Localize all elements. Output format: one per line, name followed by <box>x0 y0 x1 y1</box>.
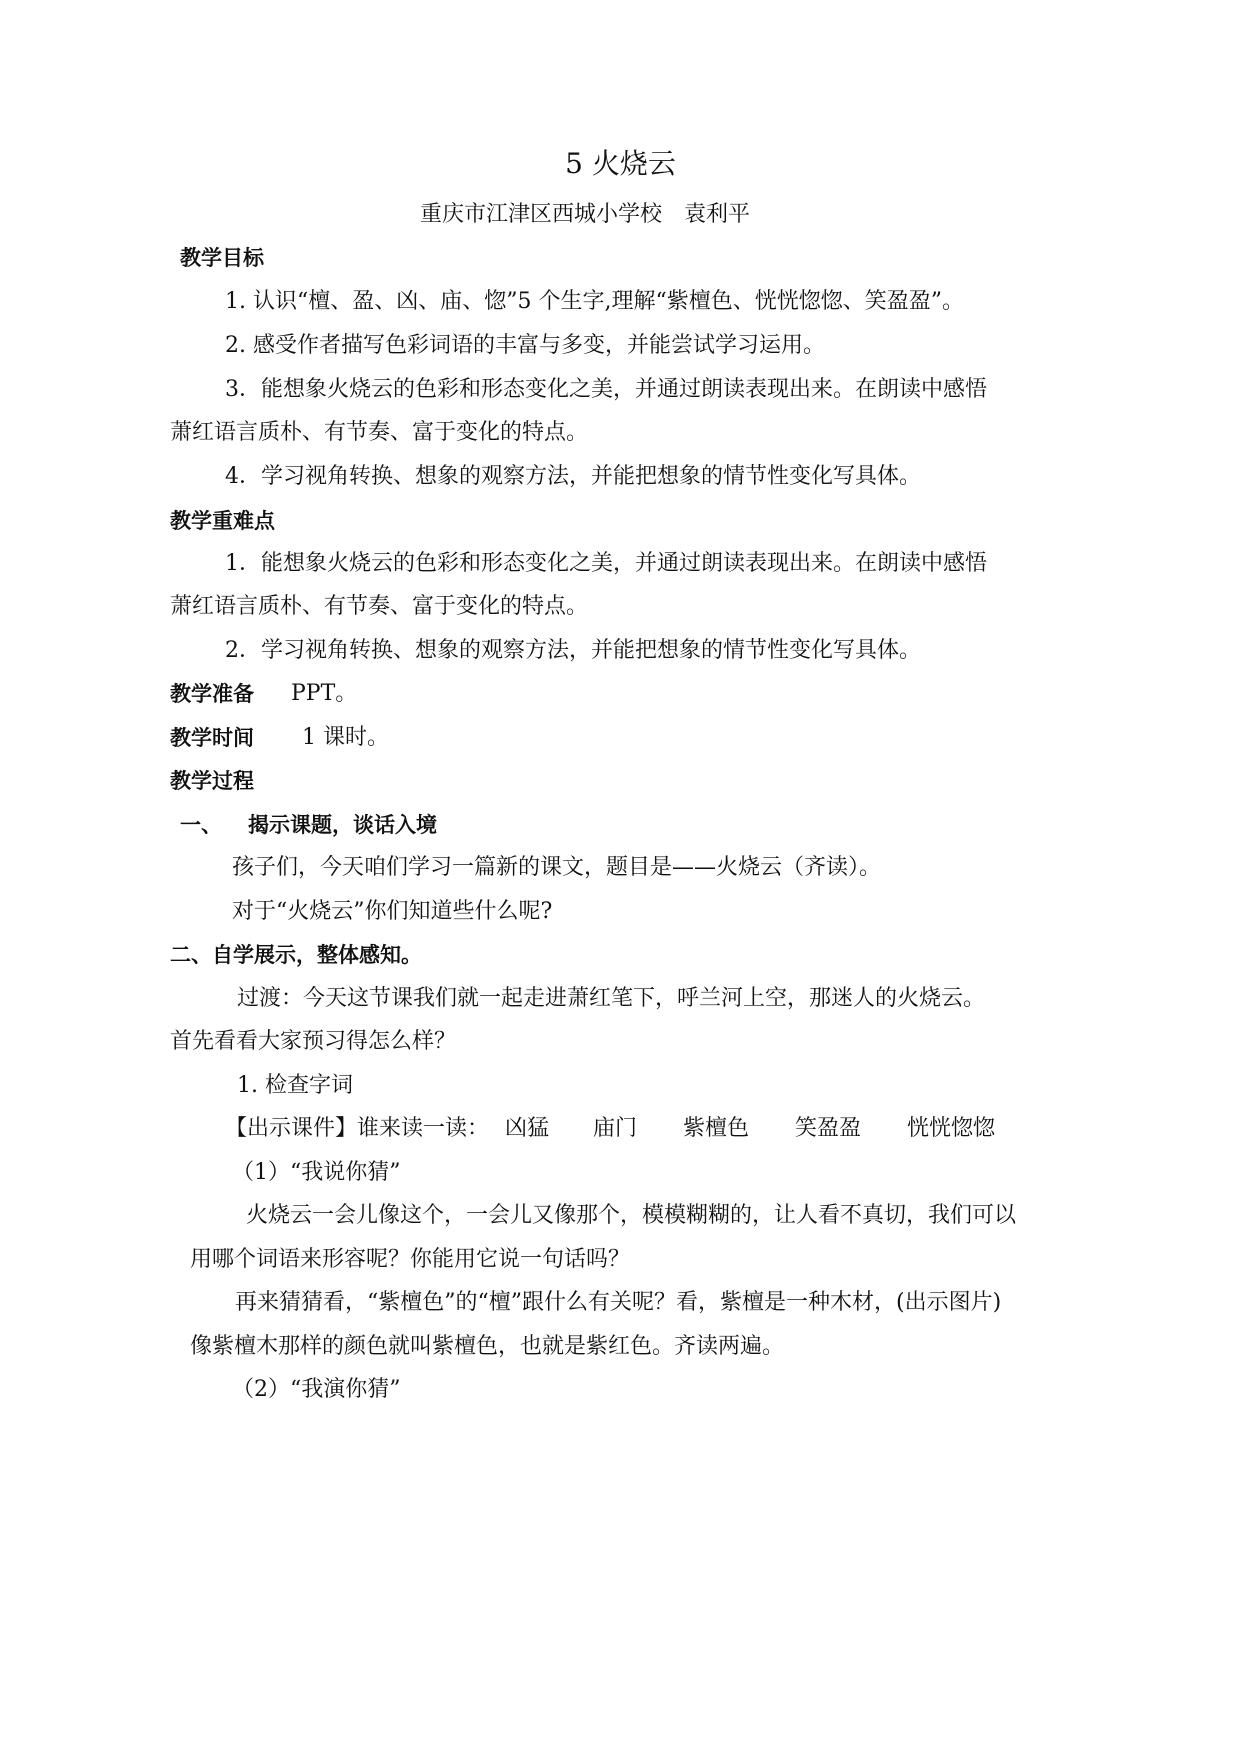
duration-value: 1 课时。 <box>302 725 389 750</box>
key-point-item: 2．学习视角转换、想象的观察方法，并能把想象的情节性变化写具体。 <box>225 638 921 663</box>
preparation-heading: 教学准备 <box>170 682 254 706</box>
duration-heading: 教学时间 <box>170 726 254 750</box>
courseware-label: 【出示课件】谁来读一读： <box>225 1116 490 1141</box>
section1-line: 孩子们，今天咱们学习一篇新的课文，题目是——火烧云（齐读）。 <box>232 855 882 880</box>
objective-item: 1. 认识“檀、盈、凶、庙、惚”5 个生字,理解“紫檀色、恍恍惚惚、笑盈盈”。 <box>225 289 964 314</box>
word-item: 紫檀色 <box>683 1116 750 1141</box>
paragraph-line: 再来猜猜看，“紫檀色”的“檀”跟什么有关呢？看，紫檀是一种木材，(出示图片) <box>235 1290 1002 1315</box>
paragraph-line: 像紫檀木那样的颜色就叫紫檀色，也就是紫红色。齐读两遍。 <box>190 1334 785 1359</box>
objectives-heading: 教学目标 <box>180 246 264 270</box>
section2-title: 二、自学展示，整体感知。 <box>170 943 422 967</box>
word-item: 庙门 <box>593 1116 638 1141</box>
objective-item: 3．能想象火烧云的色彩和形态变化之美，并通过朗读表现出来。在朗读中感悟 <box>225 377 987 402</box>
objective-item: 4．学习视角转换、想象的观察方法，并能把想象的情节性变化写具体。 <box>225 464 921 489</box>
author-line: 重庆市江津区西城小学校 袁利平 <box>420 202 751 227</box>
section1-number: 一、 <box>180 813 222 837</box>
key-point-item: 1．能想象火烧云的色彩和形态变化之美，并通过朗读表现出来。在朗读中感悟 <box>225 551 987 576</box>
subsection-heading: （2）“我演你猜” <box>232 1377 401 1402</box>
objective-item-continuation: 萧红语言质朴、有节奏、富于变化的特点。 <box>170 420 589 445</box>
section2-line: 过渡：今天这节课我们就一起走进萧红笔下，呼兰河上空，那迷人的火烧云。 <box>237 986 986 1011</box>
paragraph-line: 火烧云一会儿像这个，一会儿又像那个，模模糊糊的，让人看不真切，我们可以 <box>246 1203 1017 1228</box>
process-heading: 教学过程 <box>170 769 254 793</box>
page-title: 5 火烧云 <box>565 147 676 180</box>
key-point-item-continuation: 萧红语言质朴、有节奏、富于变化的特点。 <box>170 594 589 619</box>
word-item: 凶猛 <box>505 1116 550 1141</box>
section1-line: 对于“火烧云”你们知道些什么呢? <box>232 899 553 924</box>
objective-item: 2. 感受作者描写色彩词语的丰富与多变，并能尝试学习运用。 <box>225 333 825 358</box>
paragraph-line: 用哪个词语来形容呢？你能用它说一句话吗？ <box>190 1247 631 1272</box>
section1-title: 揭示课题，谈话入境 <box>248 813 437 837</box>
subsection-heading: （1）“我说你猜” <box>232 1160 401 1185</box>
key-points-heading: 教学重难点 <box>170 509 275 533</box>
preparation-value: PPT。 <box>291 681 358 706</box>
section2-line: 1. 检查字词 <box>237 1073 353 1098</box>
section2-line: 首先看看大家预习得怎么样？ <box>170 1029 457 1054</box>
word-item: 恍恍惚惚 <box>907 1116 996 1141</box>
word-item: 笑盈盈 <box>795 1116 862 1141</box>
